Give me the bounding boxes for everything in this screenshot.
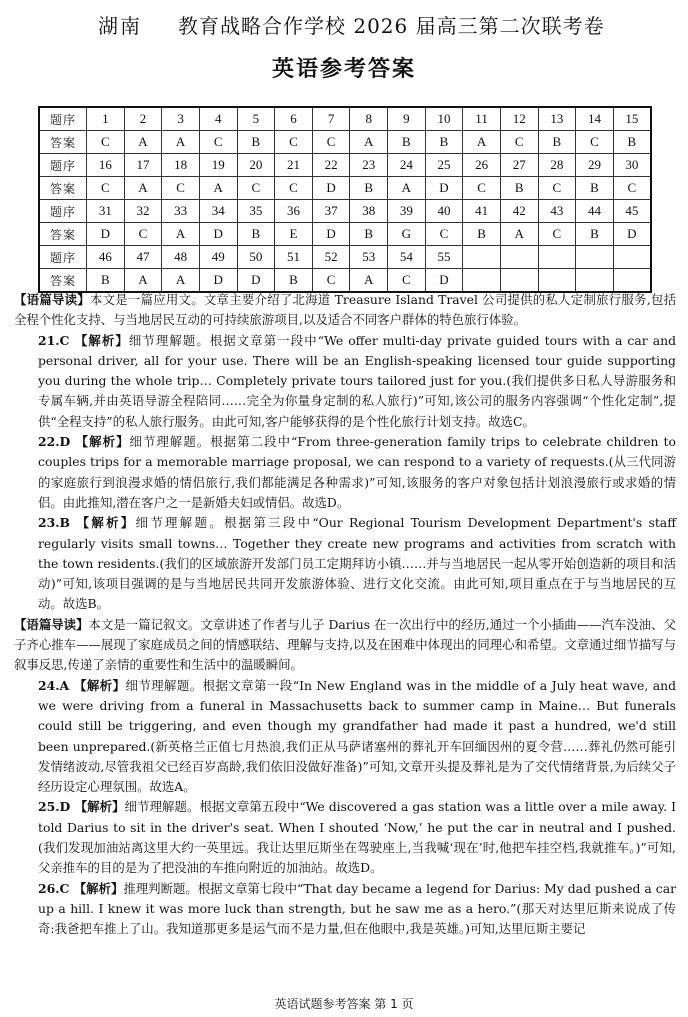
row-header: 答案: [39, 223, 87, 246]
table-cell: D: [425, 177, 463, 200]
paragraph-tag: 26.C 【解析】: [38, 880, 124, 896]
table-cell: 13: [538, 107, 576, 131]
table-cell: 45: [613, 200, 651, 223]
table-row: [39, 131, 651, 154]
table-cell: [500, 246, 538, 269]
table-cell: B: [576, 177, 614, 200]
table-cell: 4: [199, 107, 237, 131]
table-cell: 51: [275, 246, 313, 269]
table-cell: 9: [388, 107, 426, 131]
table-cell: A: [500, 223, 538, 246]
table-cell: 42: [500, 200, 538, 223]
table-cell: 39: [388, 200, 426, 223]
table-cell: C: [275, 131, 313, 154]
paragraph-tag: 25.D 【解析】: [38, 799, 125, 815]
table-cell: B: [613, 131, 651, 154]
explanation-paragraph: [14, 879, 676, 940]
table-cell: 52: [312, 246, 350, 269]
table-cell: 33: [162, 200, 200, 223]
table-cell: 41: [463, 200, 501, 223]
table-cell: B: [500, 177, 538, 200]
table-cell: 21: [275, 154, 313, 177]
table-cell: 17: [124, 154, 162, 177]
table-cell: B: [576, 223, 614, 246]
answer-key-table: [38, 106, 652, 293]
table-cell: A: [124, 177, 162, 200]
table-cell: C: [576, 131, 614, 154]
table-cell: 14: [576, 107, 614, 131]
table-cell: C: [124, 223, 162, 246]
table-cell: C: [425, 223, 463, 246]
table-cell: 43: [538, 200, 576, 223]
table-cell: C: [87, 177, 125, 200]
table-cell: C: [463, 177, 501, 200]
table-cell: D: [312, 177, 350, 200]
explanation-paragraph: [14, 432, 676, 513]
table-cell: A: [124, 131, 162, 154]
row-header: 题序: [39, 200, 87, 223]
explanation-paragraph: [14, 290, 676, 331]
table-cell: 20: [237, 154, 275, 177]
table-cell: 19: [199, 154, 237, 177]
table-row: [39, 200, 651, 223]
table-cell: 40: [425, 200, 463, 223]
table-cell: B: [237, 131, 275, 154]
table-cell: B: [463, 223, 501, 246]
row-header: 答案: [39, 131, 87, 154]
table-cell: [576, 269, 614, 293]
table-cell: 31: [87, 200, 125, 223]
table-cell: G: [388, 223, 426, 246]
table-cell: 22: [312, 154, 350, 177]
table-cell: 10: [425, 107, 463, 131]
table-cell: E: [275, 223, 313, 246]
table-cell: 15: [613, 107, 651, 131]
table-cell: B: [388, 131, 426, 154]
explanation-paragraph: [14, 676, 676, 798]
table-cell: A: [350, 269, 388, 293]
row-header: 答案: [39, 269, 87, 293]
paragraph-text: 细节理解题。根据第二段中“From three-generation family trips to celebrate children to couples trips for a memorable marriage proposal, we can respond to a variety of requests.(从三代同游的家庭旅行到浪漫求婚的情侣旅行,我们都能满足各种需求)”可知,该服务的客户对象包括计划浪漫旅行或求婚的情侣。由此推知,潜在客户之一是新婚夫妇或情侣。故选D。: [38, 434, 676, 510]
table-cell: 3: [162, 107, 200, 131]
table-cell: 12: [500, 107, 538, 131]
table-cell: 30: [613, 154, 651, 177]
province-label: 湖南: [98, 14, 142, 38]
table-cell: 47: [124, 246, 162, 269]
table-cell: [538, 269, 576, 293]
table-cell: A: [124, 269, 162, 293]
table-cell: D: [199, 269, 237, 293]
table-cell: D: [613, 223, 651, 246]
paragraph-text: 细节理解题。根据文章第一段中“We offer multi-day private guided tours with a car and personal driver, all for your use. There will be an English-speaking licensed tour guide supporting you during the whole trip… Completely private tours tailored just for you.(我们提供多日私人导游服务和专属车辆,并由英语导游全程陪同……完全为你量身定制的私人旅行)”可知,该公司的服务内容强调“个性化定制”,提供“全程支持”的私人旅行服务。由此可知,客户能够获得的是个性化旅行计划支持。故选C。: [38, 332, 676, 429]
paragraph-text: 细节理解题。根据文章第五段中“We discovered a gas station was a little over a mile away. I told Darius to sit in the driver's seat. When I shouted ‘Now,’ he put the car in neutral and I pushed.(我们发现加油站离这里大约一英里远。我让达里厄斯坐在驾驶座上,当我喊‘现在’时,他把车挂空档,我就推车。)”可知,父亲推车的目的是为了把没油的车推向附近的加油站。故选D。: [38, 799, 676, 876]
table-cell: D: [87, 223, 125, 246]
table-cell: A: [350, 131, 388, 154]
explanations: [14, 290, 676, 940]
paragraph-text: 本文是一篇应用文。文章主要介绍了北海道 Treasure Island Travel 公司提供的私人定制旅行服务,包括全程个性化支持、与当地居民互动的可持续旅游项目,以及适合不同客户群体的特色旅行体验。: [14, 292, 676, 328]
explanation-paragraph: [14, 513, 676, 614]
paragraph-tag: 21.C 【解析】: [38, 332, 129, 348]
table-cell: C: [87, 131, 125, 154]
table-cell: B: [350, 223, 388, 246]
table-cell: 25: [425, 154, 463, 177]
table-cell: D: [237, 269, 275, 293]
paragraph-text: 本文是一篇记叙文。文章讲述了作者与儿子 Darius 在一次出行中的经历,通过一个小插曲——汽车没油、父子齐心推车——展现了家庭成员之间的情感联结、理解与支持,以及在困难中体现出的同理心和希望。文章通过细节描写与叙事反思,传递了亲情的重要性和生活中的温暖瞬间。: [14, 616, 676, 673]
row-header: 题序: [39, 154, 87, 177]
paragraph-tag: 22.D 【解析】: [38, 434, 130, 450]
table-cell: C: [162, 177, 200, 200]
table-cell: B: [350, 177, 388, 200]
table-cell: B: [275, 269, 313, 293]
table-cell: C: [199, 131, 237, 154]
table-cell: 18: [162, 154, 200, 177]
row-header: 题序: [39, 246, 87, 269]
table-cell: 50: [237, 246, 275, 269]
table-cell: A: [199, 177, 237, 200]
table-cell: A: [463, 131, 501, 154]
table-row: [39, 269, 651, 293]
table-cell: 2: [124, 107, 162, 131]
page-header: [0, 10, 688, 36]
table-cell: B: [87, 269, 125, 293]
explanation-paragraph: [14, 331, 676, 432]
page-footer: 英语试题参考答案 第 1 页: [274, 997, 414, 1011]
table-row: [39, 154, 651, 177]
table-cell: C: [538, 223, 576, 246]
table-cell: [538, 246, 576, 269]
table-cell: 53: [350, 246, 388, 269]
table-cell: 55: [425, 246, 463, 269]
page-title: 英语参考答案: [271, 57, 416, 82]
table-cell: B: [538, 131, 576, 154]
table-cell: C: [237, 177, 275, 200]
table-cell: D: [199, 223, 237, 246]
table-cell: 46: [87, 246, 125, 269]
explanation-paragraph: [14, 615, 676, 676]
table-cell: 27: [500, 154, 538, 177]
paragraph-tag: 24.A 【解析】: [38, 677, 126, 693]
table-cell: B: [425, 131, 463, 154]
table-cell: A: [162, 269, 200, 293]
paragraph-tag: 23.B 【解析】: [38, 515, 136, 531]
table-cell: 34: [199, 200, 237, 223]
table-cell: [463, 269, 501, 293]
table-cell: A: [162, 131, 200, 154]
table-cell: 37: [312, 200, 350, 223]
table-cell: B: [237, 223, 275, 246]
table-cell: [576, 246, 614, 269]
table-cell: 24: [388, 154, 426, 177]
table-cell: C: [312, 131, 350, 154]
paragraph-text: 推理判断题。根据文章第七段中“That day became a legend for Darius: My dad pushed a car up a hill. I knew it was more luck than strength, but he saw me as a hero.”(那天对达里厄斯来说成了传奇:我爸把车推上了山。我知道那更多是运气而不是力量,但在他眼中,我是英雄。)可知,达里厄斯主要记: [38, 880, 677, 937]
table-cell: 29: [576, 154, 614, 177]
paragraph-tag: 【语篇导读】: [14, 292, 90, 307]
table-cell: 26: [463, 154, 501, 177]
table-cell: 49: [199, 246, 237, 269]
paragraph-tag: 【语篇导读】: [14, 616, 89, 632]
exam-title: 教育战略合作学校 2026 届高三第二次联考卷: [178, 14, 605, 38]
table-cell: C: [388, 269, 426, 293]
table-cell: A: [162, 223, 200, 246]
table-cell: 28: [538, 154, 576, 177]
table-cell: [500, 269, 538, 293]
table-cell: 5: [237, 107, 275, 131]
explanation-paragraph: [14, 797, 676, 878]
table-row: [39, 223, 651, 246]
table-cell: C: [613, 177, 651, 200]
paragraph-text: 细节理解题。根据第三段中“Our Regional Tourism Development Department's staff regularly visits small towns… Together they create new programs and activities from scratch with the town residents.(我们的区域旅游开发部门员工定期拜访小镇……并与当地居民一起从零开始创造新的项目和活动)”可知,该项目强调的是与当地居民共同开发旅游体验、进行文化交流。由此可知,项目重点在于与当地居民的互动。故选B。: [38, 515, 676, 612]
table-cell: [613, 269, 651, 293]
table-cell: 23: [350, 154, 388, 177]
paragraph-text: 细节理解题。根据文章第一段“In New England was in the middle of a July heat wave, and we were driving from a funeral in Massachusetts back to summer camp in Maine… But funerals could still be triggering, and even though my grandfather had made it past a hundred, we'd still been unprepared.(新英格兰正值七月热浪,我们正从马萨诸塞州的葬礼开车回缅因州的夏令营……葬礼仍然可能引发情绪波动,尽管我祖父已经百岁高龄,我们依旧没做好准备)”可知,文章开头提及葬礼是为了交代情绪背景,为后续父子经历设定心理氛围。故选A。: [38, 677, 677, 795]
row-header: 题序: [39, 107, 87, 131]
table-cell: C: [312, 269, 350, 293]
table-cell: C: [500, 131, 538, 154]
table-cell: A: [388, 177, 426, 200]
table-cell: D: [425, 269, 463, 293]
table-cell: 32: [124, 200, 162, 223]
table-cell: [463, 246, 501, 269]
row-header: 答案: [39, 177, 87, 200]
table-cell: C: [275, 177, 313, 200]
table-cell: 36: [275, 200, 313, 223]
table-cell: 48: [162, 246, 200, 269]
table-cell: 38: [350, 200, 388, 223]
table-row: [39, 246, 651, 269]
table-row: [39, 107, 651, 131]
table-cell: 7: [312, 107, 350, 131]
table-cell: 8: [350, 107, 388, 131]
table-cell: D: [312, 223, 350, 246]
table-cell: 35: [237, 200, 275, 223]
table-cell: 1: [87, 107, 125, 131]
table-cell: [613, 246, 651, 269]
table-cell: 6: [275, 107, 313, 131]
table-cell: 16: [87, 154, 125, 177]
table-row: [39, 177, 651, 200]
table-cell: C: [538, 177, 576, 200]
table-cell: 44: [576, 200, 614, 223]
table-cell: 54: [388, 246, 426, 269]
table-cell: 11: [463, 107, 501, 131]
